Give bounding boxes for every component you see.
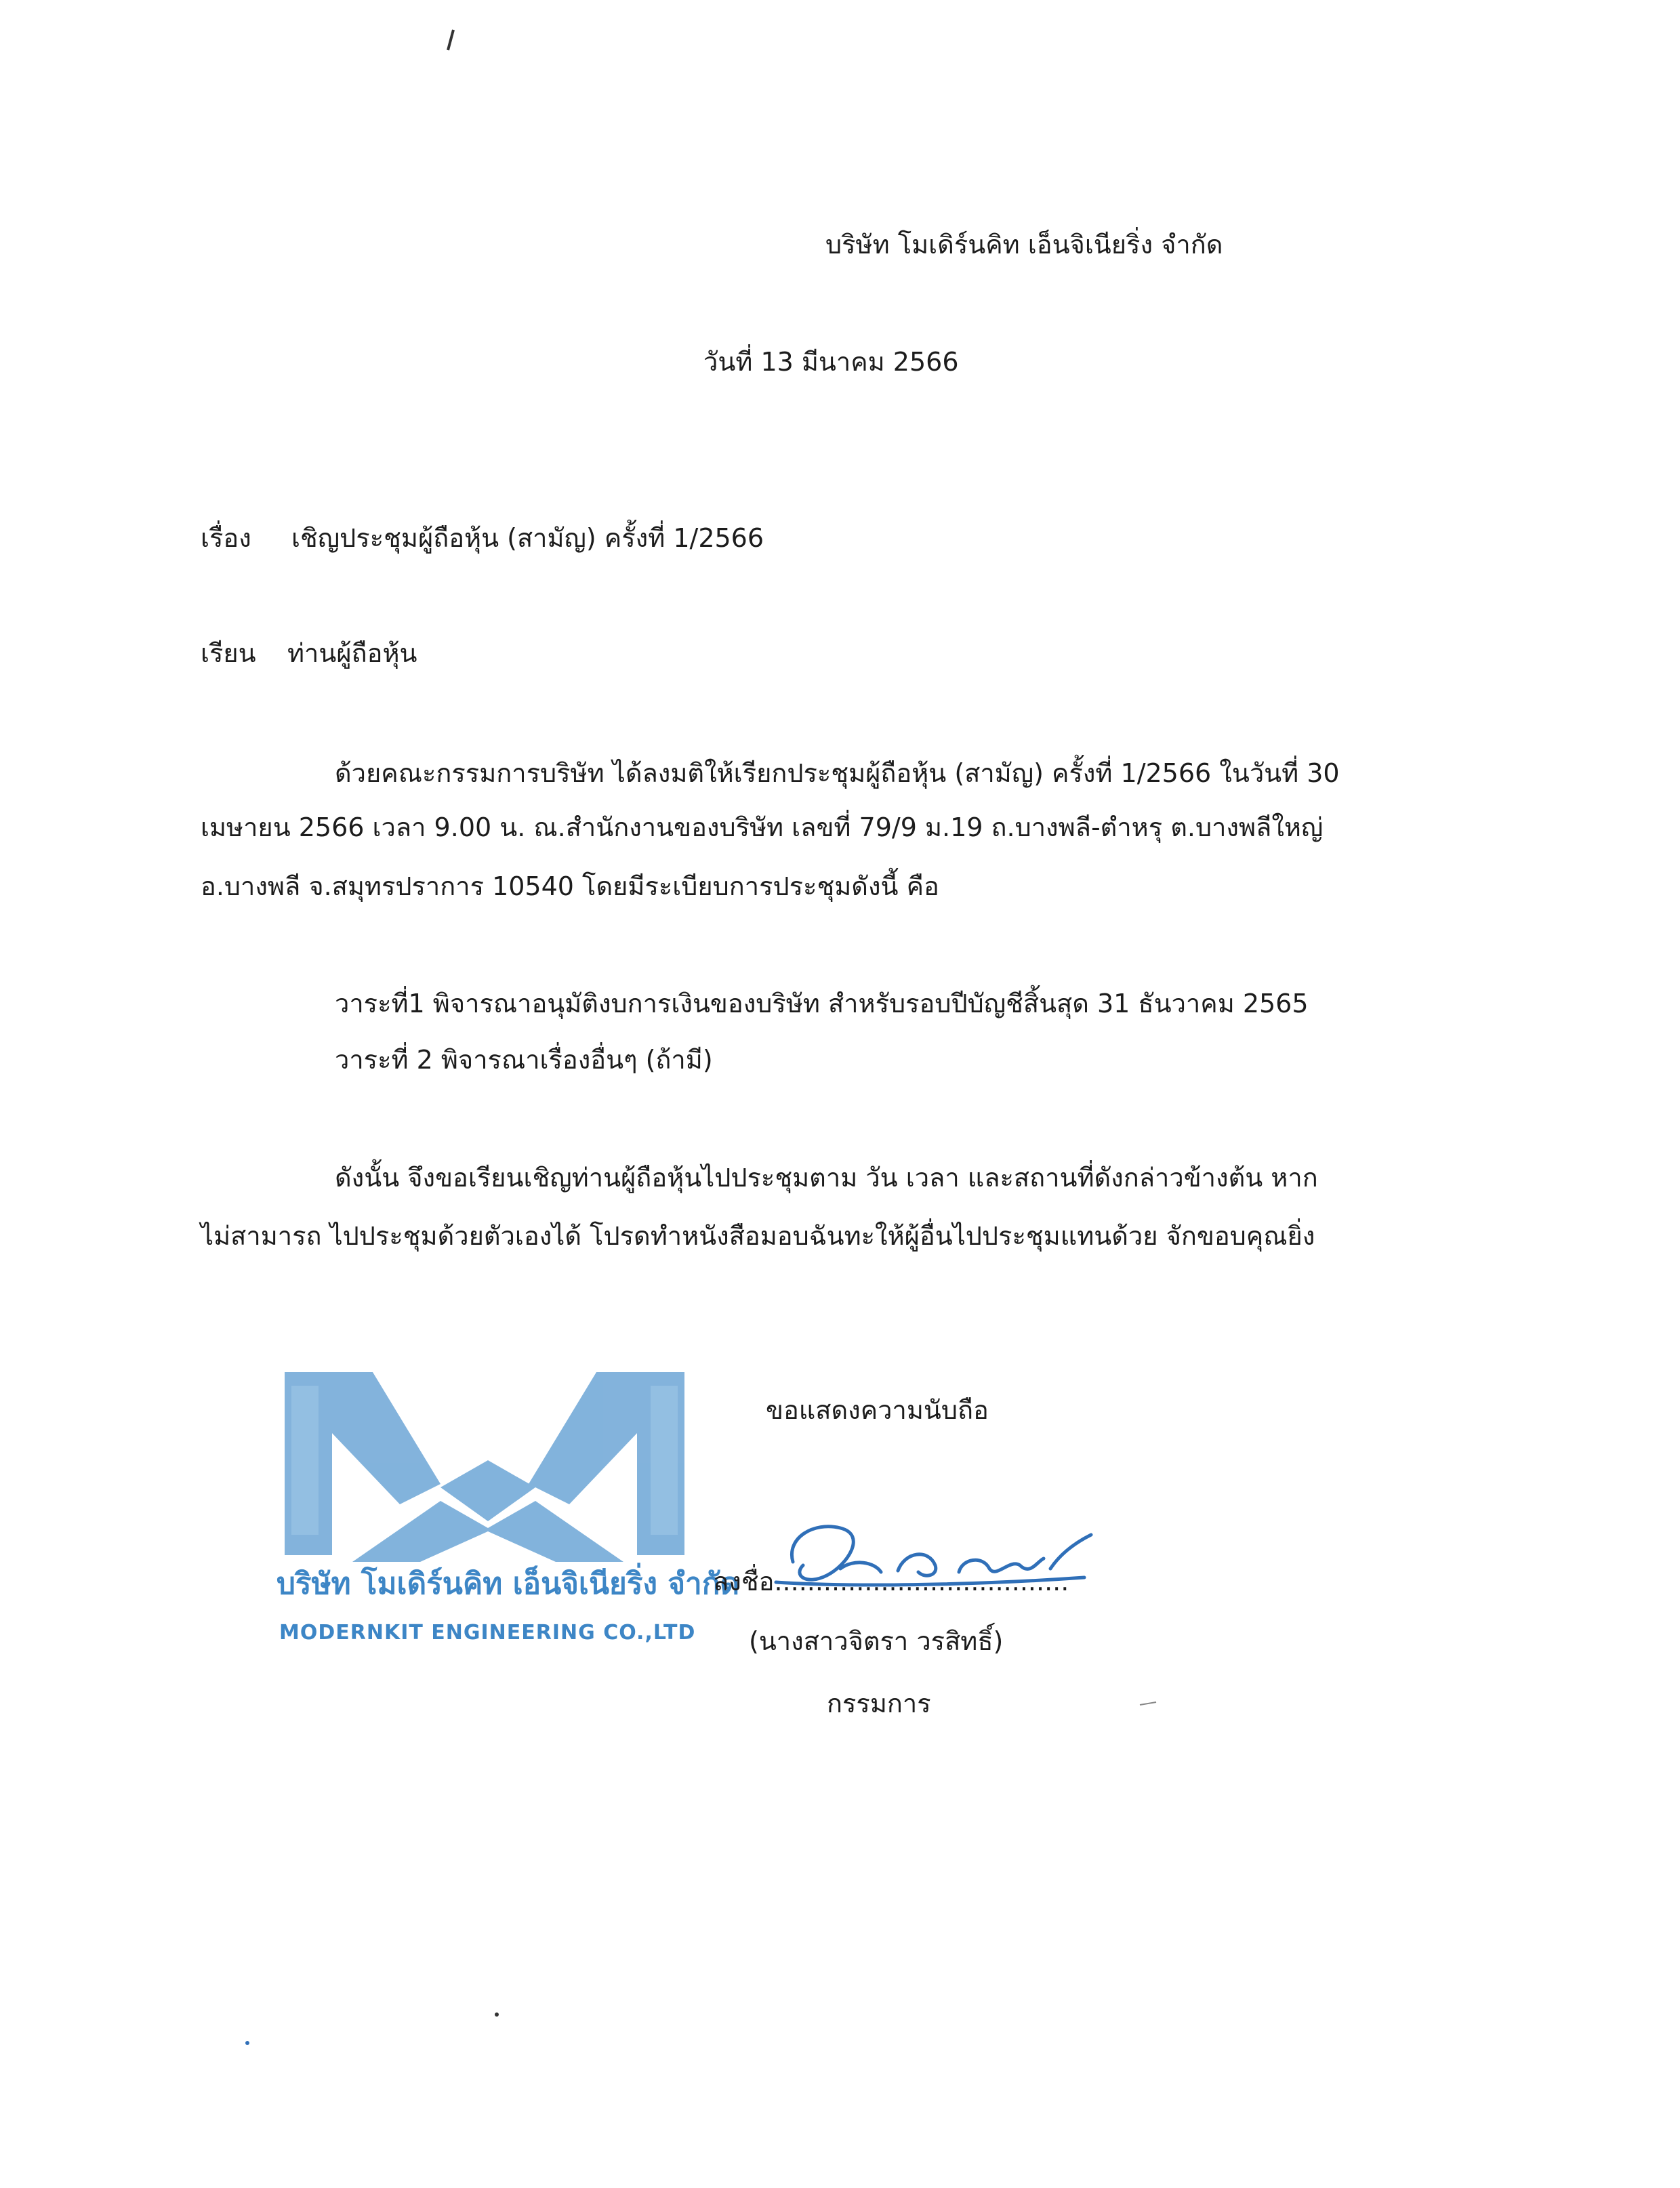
agenda-item-2: วาระที่ 2 พิจารณาเรื่องอื่นๆ (ถ้ามี)	[335, 1045, 713, 1075]
signer-title: กรรมการ	[827, 1689, 931, 1718]
subject-text: เชิญประชุมผู้ถือหุ้น (สามัญ) ครั้งที่ 1/2566	[291, 523, 764, 553]
paragraph-2-line-2: ไม่สามารถ ไปประชุมด้วยตัวเองได้ โปรดทำหนังสือมอบฉันทะให้ผู้อื่นไปประชุมแทนด้วย จักขอบคุณยิ่ง	[201, 1221, 1315, 1251]
paragraph-1-line-2: เมษายน 2566 เวลา 9.00 น. ณ.สำนักงานของบริษัท เลขที่ 79/9 ม.19 ถ.บางพลี-ตำหรุ ต.บางพลีใหญ่	[201, 812, 1324, 842]
signature-line: ลงชื่อ....................................	[713, 1567, 1069, 1596]
subject-label: เรื่อง	[201, 523, 251, 553]
scan-speck-right	[1139, 1699, 1159, 1708]
salutation-label: เรียน	[201, 638, 256, 668]
scan-speck-bottom	[493, 2011, 500, 2018]
scan-speck-top	[444, 27, 457, 54]
closing-text: ขอแสดงความนับถือ	[766, 1395, 989, 1425]
handwritten-signature	[766, 1511, 1098, 1599]
paragraph-1-line-3: อ.บางพลี จ.สมุทรปราการ 10540 โดยมีระเบียบการประชุมดังนี้ คือ	[201, 871, 939, 901]
company-stamp-logo	[271, 1359, 705, 1657]
company-name: บริษัท โมเดิร์นคิท เอ็นจิเนียริ่ง จำกัด	[825, 230, 1223, 260]
letter-date: วันที่ 13 มีนาคม 2566	[703, 347, 959, 377]
agenda-item-1: วาระที่1 พิจารณาอนุมัติงบการเงินของบริษัท สำหรับรอบปีบัญชีสิ้นสุด 31 ธันวาคม 2565	[335, 989, 1309, 1018]
paragraph-1-line-1: ด้วยคณะกรรมการบริษัท ได้ลงมติให้เรียกประชุมผู้ถือหุ้น (สามัญ) ครั้งที่ 1/2566 ในวันที่ 30	[335, 758, 1340, 788]
stamp-company-name-english: MODERNKIT ENGINEERING CO.,LTD	[279, 1621, 696, 1645]
salutation-text: ท่านผู้ถือหุ้น	[287, 638, 417, 668]
stamp-company-name-thai: บริษัท โมเดิร์นคิท เอ็นจิเนียริ่ง จำกัด	[276, 1567, 739, 1601]
signer-name: (นางสาวจิตรา วรสิทธิ์)	[749, 1626, 1004, 1656]
scan-speck-bottom-left	[244, 2040, 251, 2046]
paragraph-2-line-1: ดังนั้น จึงขอเรียนเชิญท่านผู้ถือหุ้นไปประชุมตาม วัน เวลา และสถานที่ดังกล่าวข้างต้น หาก	[335, 1163, 1318, 1193]
